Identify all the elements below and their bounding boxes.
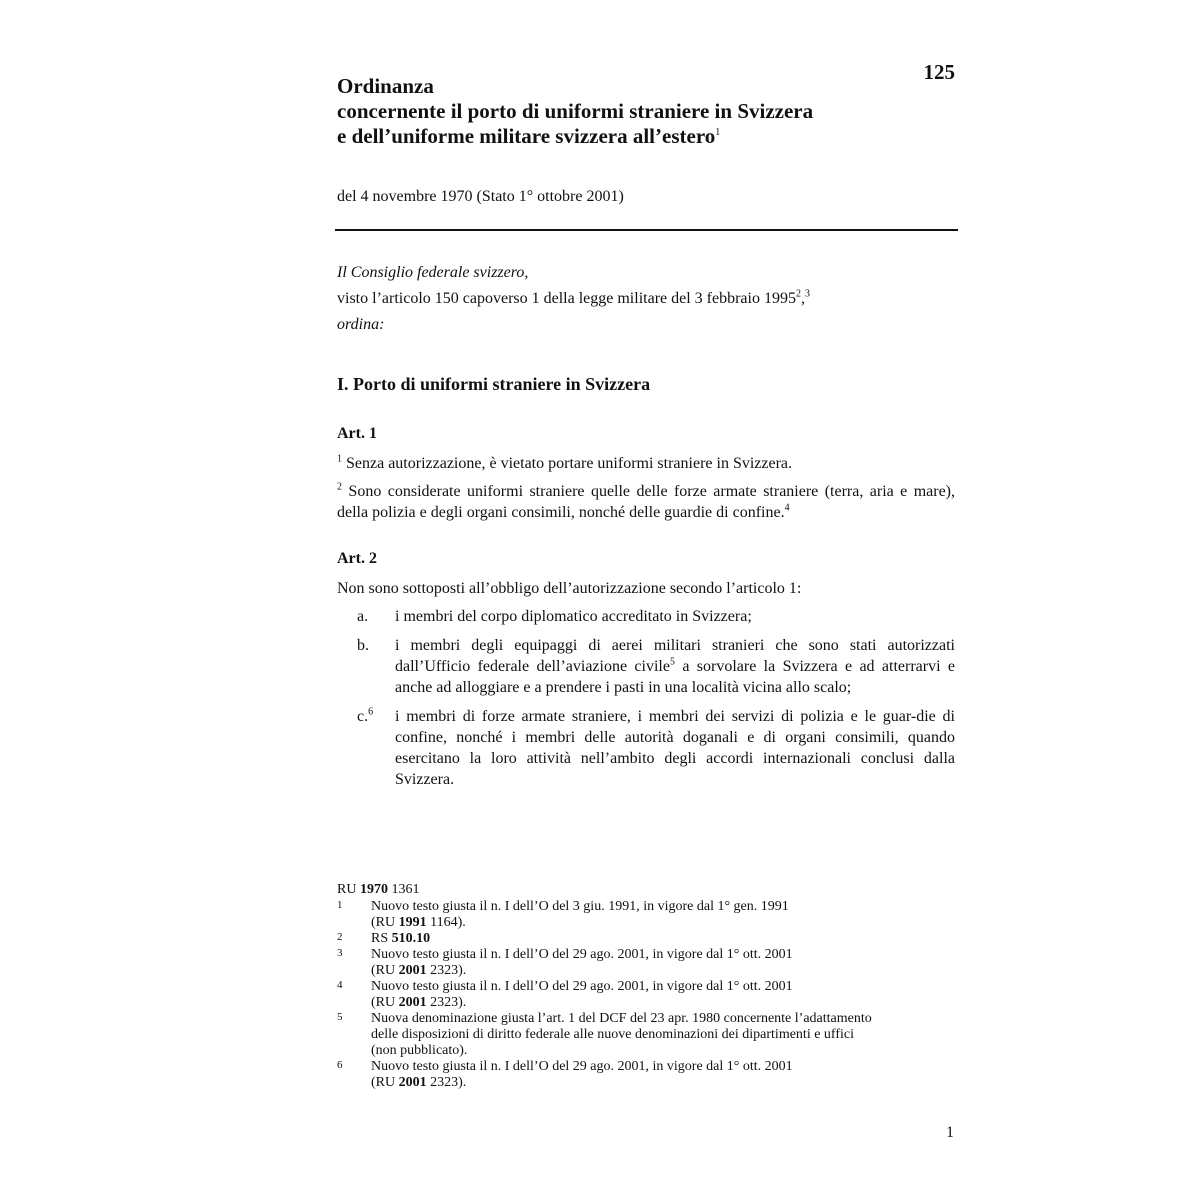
section-heading: I. Porto di uniformi straniere in Svizzera xyxy=(337,374,651,394)
preamble-order: ordina: xyxy=(337,316,385,333)
footnote-1-line-2 xyxy=(371,915,957,931)
footnote-1 xyxy=(337,899,957,931)
preamble-basis xyxy=(337,286,957,312)
page-number: 1 xyxy=(946,1124,954,1141)
footnote-4-ru-close: 2323). xyxy=(426,995,467,1010)
paragraph-number-2: 2 xyxy=(337,481,342,493)
list-marker-c-label: c. xyxy=(357,708,369,725)
title-line-2: concernente il porto di uniformi straniere in Svizzera xyxy=(337,99,814,123)
article-2-title: Art. 2 xyxy=(337,550,377,567)
footnote-3-ru-close: 2323). xyxy=(426,963,467,978)
list-marker-b: b. xyxy=(357,637,369,654)
ordinance-title xyxy=(337,74,937,149)
sr-number: 125 xyxy=(923,60,955,84)
list-item-c xyxy=(337,706,955,790)
list-item-b-text-start: i membri degli equipaggi di aerei militari stranieri che sono stati autorizzati dall’Ufficio federale dell’aviazione civile xyxy=(395,637,955,675)
list-item-a xyxy=(337,606,955,627)
footnote-4-ru-year: 2001 xyxy=(398,995,427,1010)
footnote-5-line-1: Nuova denominazione giusta l’art. 1 del DCF del 23 apr. 1980 concernente l’adattamento xyxy=(371,1011,872,1026)
preamble-basis-text: visto l’articolo 150 capoverso 1 della legge militare del 3 febbraio 1995 xyxy=(337,290,796,307)
footnote-4-line-2 xyxy=(371,995,957,1011)
footnote-3-number: 3 xyxy=(337,947,343,959)
footnote-ref-2[interactable]: 2 xyxy=(795,288,801,300)
footnote-ref-5[interactable]: 5 xyxy=(669,656,675,668)
footnote-1-number: 1 xyxy=(337,899,343,911)
source-ru-prefix: RU xyxy=(337,882,360,897)
footnote-2-value: 510.10 xyxy=(391,931,431,946)
footnote-3-line-1: Nuovo testo giusta il n. I dell’O del 29 ago. 2001, in vigore dal 1° ott. 2001 xyxy=(371,947,793,962)
footnote-6 xyxy=(337,1059,957,1091)
ordinance-date: del 4 novembre 1970 (Stato 1° ottobre 2001) xyxy=(337,188,624,205)
footnote-1-line-1: Nuovo testo giusta il n. I dell’O del 3 giu. 1991, in vigore dal 1° gen. 1991 xyxy=(371,899,789,914)
footnote-5 xyxy=(337,1011,957,1059)
footnote-6-ru-year: 2001 xyxy=(398,1075,427,1090)
source-reference xyxy=(337,882,957,898)
footnote-4-line-1: Nuovo testo giusta il n. I dell’O del 29 ago. 2001, in vigore dal 1° ott. 2001 xyxy=(371,979,793,994)
footnote-6-line-1: Nuovo testo giusta il n. I dell’O del 29 ago. 2001, in vigore dal 1° ott. 2001 xyxy=(371,1059,793,1074)
footnote-6-number: 6 xyxy=(337,1059,343,1071)
article-1-paragraph-2 xyxy=(337,481,955,523)
footnote-4-ru-open: (RU xyxy=(371,995,399,1010)
preamble-authority: Il Consiglio federale svizzero, xyxy=(337,264,529,281)
footnote-1-ru-open: (RU xyxy=(371,915,399,930)
header-divider xyxy=(335,229,958,231)
footnote-5-line-2: delle disposizioni di diritto federale alle nuove denominazioni dei dipartimenti e uffici xyxy=(371,1027,854,1042)
footnote-3-line-2 xyxy=(371,963,957,979)
footnote-3-ru-open: (RU xyxy=(371,963,399,978)
list-item-b xyxy=(337,635,955,698)
article-1-title: Art. 1 xyxy=(337,425,377,442)
preamble xyxy=(337,260,957,338)
footnotes xyxy=(337,882,957,1091)
footnote-2-number: 2 xyxy=(337,931,343,943)
paragraph-number-1: 1 xyxy=(337,453,342,465)
footnote-2 xyxy=(337,931,957,947)
title-line-3 xyxy=(337,124,937,149)
footnote-5-number: 5 xyxy=(337,1011,343,1023)
footnote-1-ru-year: 1991 xyxy=(398,915,427,930)
footnote-3-ru-year: 2001 xyxy=(398,963,427,978)
list-marker-c xyxy=(357,706,373,727)
footnote-ref-4[interactable]: 4 xyxy=(784,502,790,514)
article-2-intro: Non sono sottoposti all’obbligo dell’autorizzazione secondo l’articolo 1: xyxy=(337,580,802,597)
footnote-1-ru-close: 1164). xyxy=(426,915,466,930)
footnote-2-prefix: RS xyxy=(371,931,392,946)
footnote-ref-6[interactable]: 6 xyxy=(368,706,374,718)
list-item-b-text-end: a sorvolare la Svizzera e ad atterrarvi e anche ad alloggiare e a prendere i pasti in una località vicina allo scalo; xyxy=(395,658,955,696)
list-item-c-text: i membri di forze armate straniere, i membri dei servizi di polizia e le guar-die di confine, nonché i membri delle autorità doganali e di organi consimili, quando esercitano la loro attività nell’ambito degli accordi internazionali conclusi dalla Svizzera. xyxy=(395,708,955,788)
list-marker-a: a. xyxy=(357,608,369,625)
footnote-6-line-2 xyxy=(371,1075,957,1091)
title-footnote-ref[interactable]: 1 xyxy=(715,127,721,138)
article-2-list xyxy=(337,606,955,798)
footnote-ref-separator: , xyxy=(800,290,805,307)
list-item-a-text: i membri del corpo diplomatico accreditato in Svizzera; xyxy=(395,608,752,625)
source-ru-year: 1970 xyxy=(359,882,388,897)
footnote-4 xyxy=(337,979,957,1011)
footnote-ref-3[interactable]: 3 xyxy=(804,288,810,300)
footnote-6-ru-open: (RU xyxy=(371,1075,399,1090)
title-line-3-text: e dell’uniforme militare svizzera all’estero xyxy=(337,124,716,148)
footnote-5-line-3: (non pubblicato). xyxy=(371,1043,468,1058)
title-line-1: Ordinanza xyxy=(337,74,434,98)
footnote-6-ru-close: 2323). xyxy=(426,1075,467,1090)
footnote-3 xyxy=(337,947,957,979)
article-1-paragraph-1-text: Senza autorizzazione, è vietato portare uniformi straniere in Svizzera. xyxy=(342,455,793,472)
source-ru-page: 1361 xyxy=(387,882,420,897)
footnote-4-number: 4 xyxy=(337,979,343,991)
footnote-2-line-1 xyxy=(371,931,957,947)
article-1-paragraph-2-text: Sono considerate uniformi straniere quelle delle forze armate straniere (terra, aria e mare), della polizia e degli organi consimili, nonché delle guardie di confine. xyxy=(337,483,955,521)
article-1-paragraph-1 xyxy=(337,453,955,474)
